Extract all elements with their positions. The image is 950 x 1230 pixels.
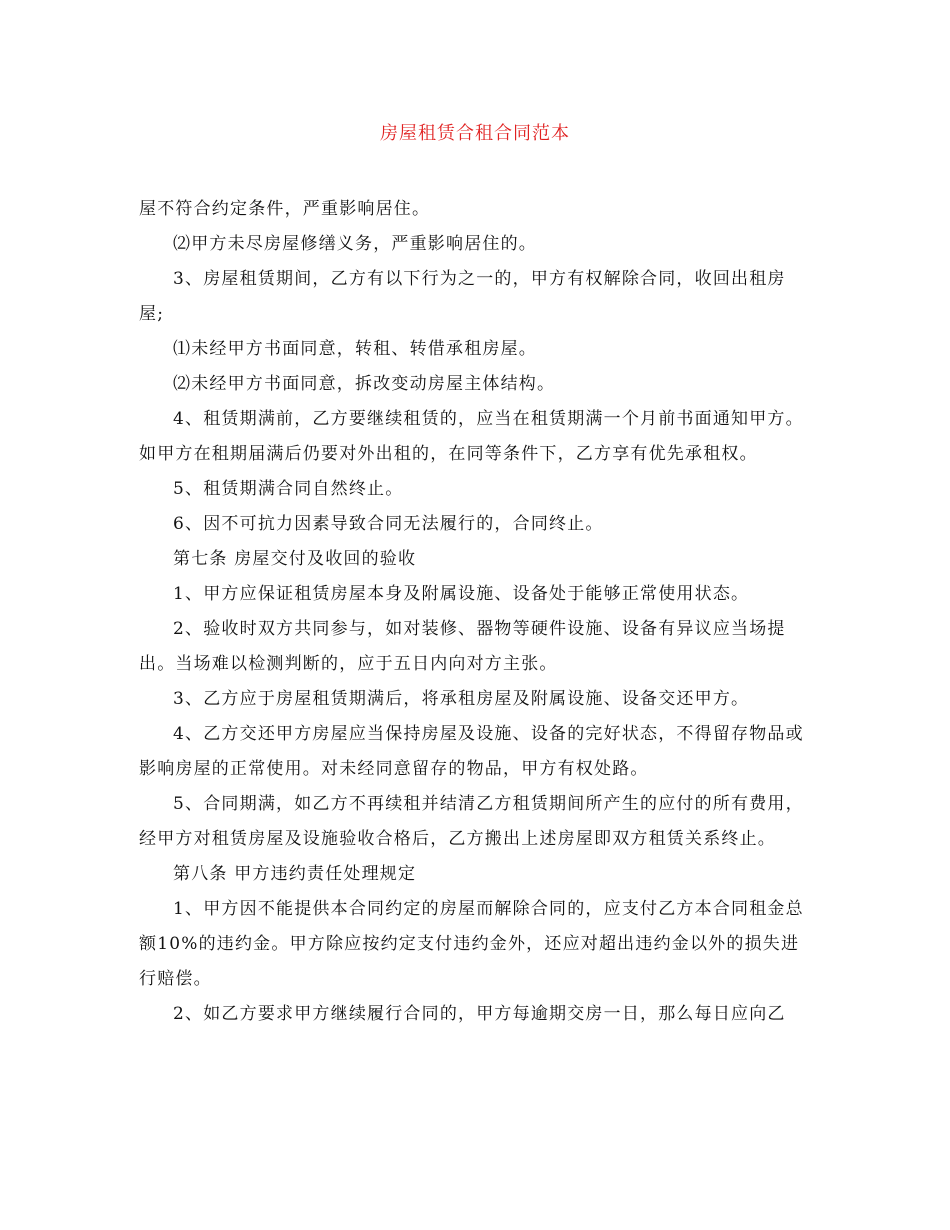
paragraph: 6、因不可抗力因素导致合同无法履行的，合同终止。	[173, 514, 604, 534]
paragraph: 5、租赁期满合同自然终止。	[173, 479, 404, 499]
paragraph: ⑵未经甲方书面同意，拆改变动房屋主体结构。	[173, 374, 556, 394]
paragraph: 3、乙方应于房屋租赁期满后，将承租房屋及附属设施、设备交还甲方。	[173, 689, 750, 709]
section-heading-article-8: 第八条 甲方违约责任处理规定	[173, 864, 417, 884]
paragraph: 5、合同期满，如乙方不再续租并结清乙方租赁期间所产生的应付的所有费用，经甲方对租赁房屋及设施验收合格后，乙方搬出上述房屋即双方租赁关系终止。	[139, 794, 804, 849]
paragraph: 2、验收时双方共同参与，如对装修、器物等硬件设施、设备有异议应当场提出。当场难以检测判断的，应于五日内向对方主张。	[139, 619, 786, 674]
document-body	[139, 192, 807, 1032]
document-title: 房屋租赁合租合同范本	[380, 123, 570, 144]
paragraph: 1、甲方因不能提供本合同约定的房屋而解除合同的，应支付乙方本合同租金总额10%的违约金。甲方除应按约定支付违约金外，还应对超出违约金以外的损失进行赔偿。	[139, 899, 804, 989]
paragraph: 屋不符合约定条件，严重影响居住。	[139, 199, 431, 219]
section-heading-article-7: 第七条 房屋交付及收回的验收	[173, 549, 417, 569]
paragraph: 2、如乙方要求甲方继续履行合同的，甲方每逾期交房一日，那么每日应向乙	[173, 1004, 786, 1024]
paragraph: 1、甲方应保证租赁房屋本身及附属设施、设备处于能够正常使用状态。	[173, 584, 750, 604]
paragraph: 3、房屋租赁期间，乙方有以下行为之一的，甲方有权解除合同，收回出租房屋;	[139, 269, 786, 324]
paragraph: ⑵甲方未尽房屋修缮义务，严重影响居住的。	[173, 234, 537, 254]
paragraph: ⑴未经甲方书面同意，转租、转借承租房屋。	[173, 339, 537, 359]
paragraph: 4、租赁期满前，乙方要继续租赁的，应当在租赁期满一个月前书面通知甲方。如甲方在租期届满后仍要对外出租的，在同等条件下，乙方享有优先承租权。	[139, 409, 804, 464]
paragraph: 4、乙方交还甲方房屋应当保持房屋及设施、设备的完好状态，不得留存物品或影响房屋的正常使用。对未经同意留存的物品，甲方有权处路。	[139, 724, 804, 779]
